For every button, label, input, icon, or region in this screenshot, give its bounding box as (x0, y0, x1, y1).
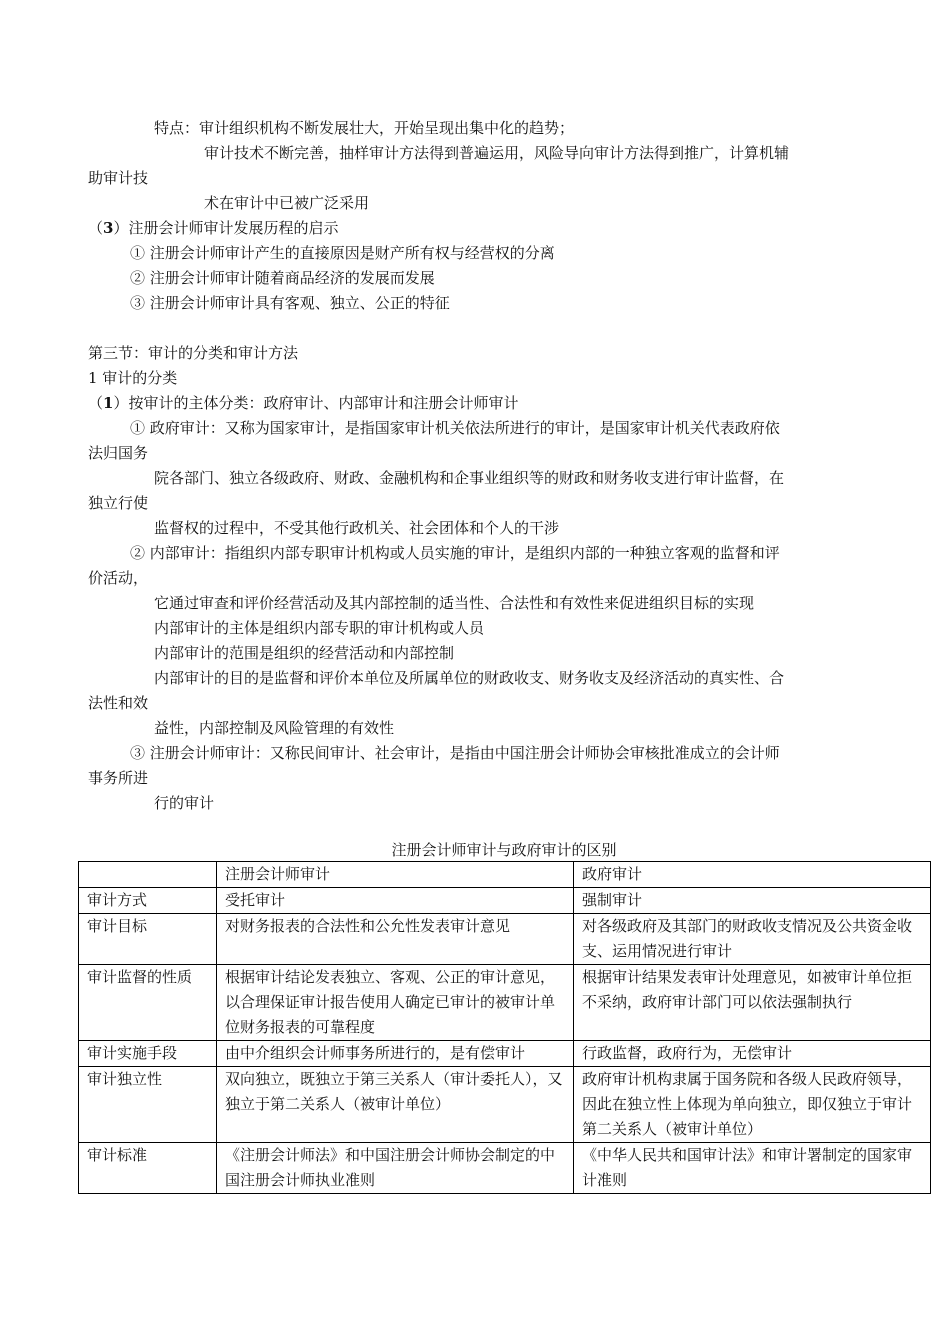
table-cell: 根据审计结果发表审计处理意见，如被审计单位拒不采纳，政府审计部门可以依法强制执行 (574, 965, 931, 1041)
section-number: 3 (103, 219, 114, 237)
table-cell: 政府审计机构隶属于国务院和各级人民政府领导，因此在独立性上体现为单向独立，即仅独立于审计第二关系人（被审计单位） (574, 1067, 931, 1143)
text-line: 价活动， (88, 569, 149, 587)
table-cell: 根据审计结论发表独立、客观、公正的审计意见，以合理保证审计报告使用人确定已审计的被审计单位财务报表的可靠程度 (217, 965, 574, 1041)
text-line: ② 内部审计：指组织内部专职审计机构或人员实施的审计，是组织内部的一种独立客观的监督和评 (130, 544, 780, 562)
text-line: ① 政府审计：又称为国家审计，是指国家审计机关依法所进行的审计，是国家审计机关代表政府依 (130, 419, 780, 437)
header-cell: 注册会计师审计 (217, 862, 574, 888)
text-line: ② 注册会计师审计随着商品经济的发展而发展 (130, 269, 435, 287)
table-row (79, 965, 931, 1041)
text-line: 法性和效 (88, 694, 149, 712)
text-line: 法归国务 (88, 444, 149, 462)
table-caption: 注册会计师审计与政府审计的区别 (391, 841, 617, 859)
row-label: 审计独立性 (79, 1067, 217, 1143)
text-line: （1）按审计的主体分类：政府审计、内部审计和注册会计师审计 (88, 394, 519, 412)
text-line: 助审计技 (88, 169, 149, 187)
table-row (79, 1041, 931, 1067)
row-label: 审计目标 (79, 914, 217, 965)
text-line: 院各部门、独立各级政府、财政、金融机构和企事业组织等的财政和财务收支进行审计监督，在 (154, 469, 785, 487)
table-cell: 对财务报表的合法性和公允性发表审计意见 (217, 914, 574, 965)
text-line: 1 审计的分类 (88, 369, 178, 387)
text-line: 监督权的过程中，不受其他行政机关、社会团体和个人的干涉 (154, 519, 560, 537)
text-line: ③ 注册会计师审计具有客观、独立、公正的特征 (130, 294, 450, 312)
row-label: 审计实施手段 (79, 1041, 217, 1067)
text-line: 益性，内部控制及风险管理的有效性 (154, 719, 395, 737)
header-cell (79, 862, 217, 888)
table-row (79, 914, 931, 965)
row-label: 审计方式 (79, 888, 217, 914)
text-line: 内部审计的目的是监督和评价本单位及所属单位的财政收支、财务收支及经济活动的真实性、合 (154, 669, 785, 687)
table-cell: 行政监督，政府行为，无偿审计 (574, 1041, 931, 1067)
text-line: 事务所进 (88, 769, 149, 787)
row-label: 审计标准 (79, 1143, 217, 1194)
section-number: 1 (103, 394, 114, 412)
table-header-row (79, 862, 931, 888)
table-row (79, 888, 931, 914)
table-cell: 双向独立，既独立于第三关系人（审计委托人），又独立于第二关系人（被审计单位） (217, 1067, 574, 1143)
text-line: 术在审计中已被广泛采用 (204, 194, 370, 212)
section-heading: 第三节：审计的分类和审计方法 (88, 344, 299, 362)
text-line: 行的审计 (154, 794, 215, 812)
header-cell: 政府审计 (574, 862, 931, 888)
table-cell: 《注册会计师法》和中国注册会计师协会制定的中国注册会计师执业准则 (217, 1143, 574, 1194)
table-cell: 对各级政府及其部门的财政收支情况及公共资金收支、运用情况进行审计 (574, 914, 931, 965)
table-row (79, 1067, 931, 1143)
text-line: 内部审计的范围是组织的经营活动和内部控制 (154, 644, 455, 662)
text-line: ① 注册会计师审计产生的直接原因是财产所有权与经营权的分离 (130, 244, 555, 262)
text-line: 特点：审计组织机构不断发展壮大，开始呈现出集中化的趋势； (154, 119, 575, 137)
text-line: （3）注册会计师审计发展历程的启示 (88, 219, 339, 237)
table-cell: 受托审计 (217, 888, 574, 914)
table-cell: 强制审计 (574, 888, 931, 914)
table-cell: 《中华人民共和国审计法》和审计署制定的国家审计准则 (574, 1143, 931, 1194)
comparison-table (78, 861, 931, 1194)
text-line: 内部审计的主体是组织内部专职的审计机构或人员 (154, 619, 485, 637)
table-cell: 由中介组织会计师事务所进行的，是有偿审计 (217, 1041, 574, 1067)
row-label: 审计监督的性质 (79, 965, 217, 1041)
table-row (79, 1143, 931, 1194)
text-line: 审计技术不断完善，抽样审计方法得到普遍运用，风险导向审计方法得到推广，计算机辅 (204, 144, 790, 162)
text-line: 它通过审查和评价经营活动及其内部控制的适当性、合法性和有效性来促进组织目标的实现 (154, 594, 755, 612)
text-line: 独立行使 (88, 494, 149, 512)
text-line: ③ 注册会计师审计：又称民间审计、社会审计，是指由中国注册会计师协会审核批准成立的会计师 (130, 744, 780, 762)
